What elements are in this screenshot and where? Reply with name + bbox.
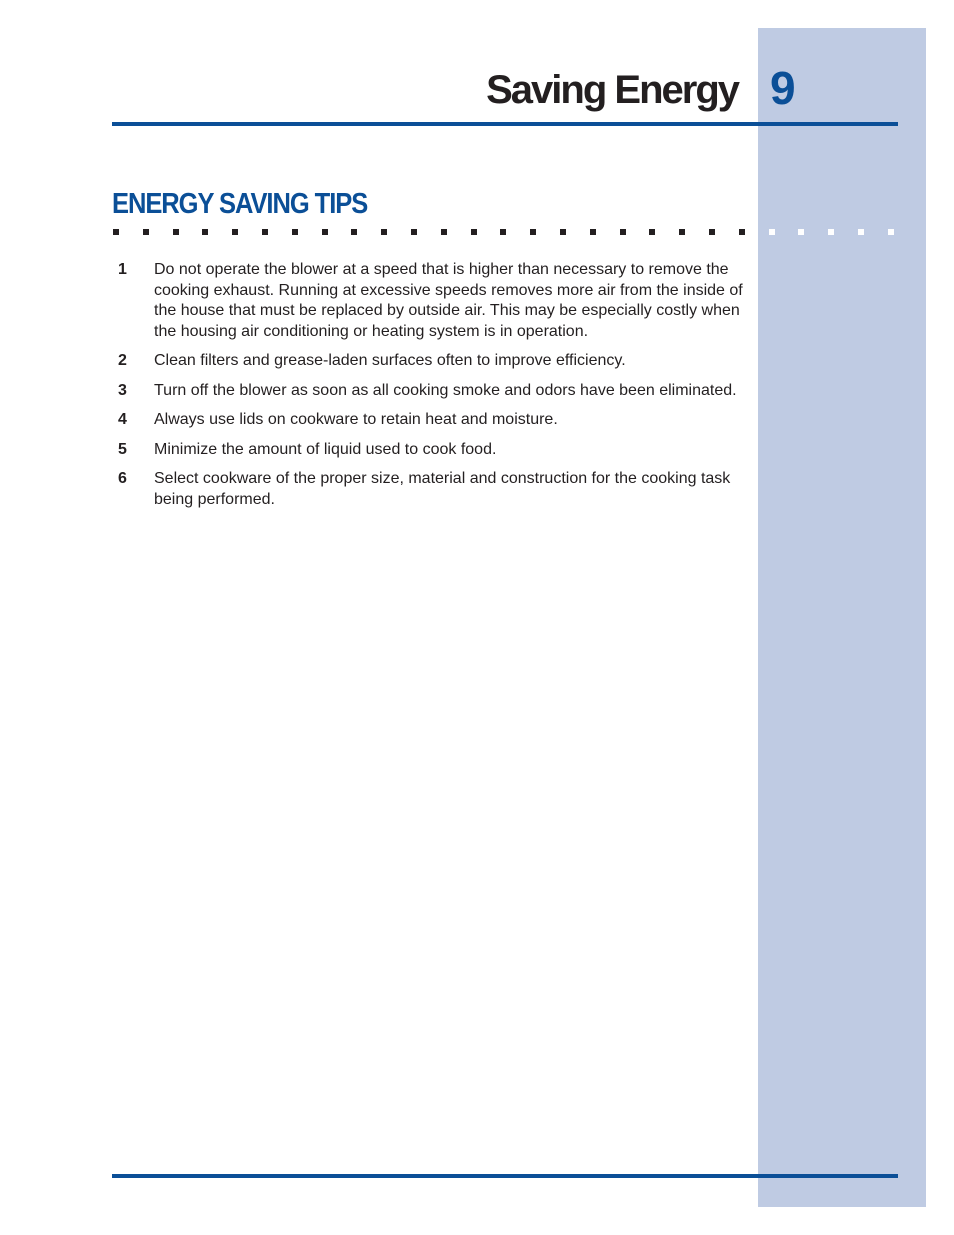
list-item <box>118 351 748 372</box>
list-item <box>118 381 748 402</box>
tip-text: Turn off the blower as soon as all cooking smoke and odors have been eliminated. <box>154 381 737 399</box>
divider-dot <box>351 229 357 235</box>
divider-dot <box>620 229 626 235</box>
side-tab-panel <box>758 28 926 1207</box>
header-rule <box>112 122 898 126</box>
tip-text: Always use lids on cookware to retain heat and moisture. <box>154 411 558 428</box>
divider-dot <box>560 229 566 235</box>
divider-dot <box>202 229 208 235</box>
divider-dot <box>739 229 745 235</box>
divider-dot <box>828 229 834 235</box>
divider-dot <box>411 229 417 235</box>
tip-number: 2 <box>118 352 127 369</box>
footer-rule <box>112 1174 898 1178</box>
tip-number: 3 <box>118 381 127 399</box>
divider-dot <box>530 229 536 235</box>
divider-dot <box>590 229 596 235</box>
divider-dot <box>322 229 328 235</box>
tip-text: Clean filters and grease-laden surfaces often to improve efficiency. <box>154 352 626 369</box>
divider-dot <box>471 229 477 235</box>
divider-dot <box>500 229 506 235</box>
section-heading: ENERGY SAVING TIPS <box>112 188 368 220</box>
tips-list <box>118 260 748 519</box>
divider-dot <box>649 229 655 235</box>
tip-number: 1 <box>118 261 127 278</box>
page-title: Saving Energy <box>486 68 738 112</box>
divider-dot <box>769 229 775 235</box>
list-item <box>118 410 748 431</box>
tip-text: Minimize the amount of liquid used to cook food. <box>154 440 497 458</box>
divider-dot <box>113 229 119 235</box>
divider-dot <box>679 229 685 235</box>
tip-number: 6 <box>118 470 127 487</box>
tip-number: 4 <box>118 411 127 428</box>
divider-dot <box>262 229 268 235</box>
divider-dot <box>232 229 238 235</box>
divider-dot <box>888 229 894 235</box>
divider-dot <box>292 229 298 235</box>
tip-text: Do not operate the blower at a speed that is higher than necessary to remove the cooking exhaust. Running at excessive speeds removes more air from the inside of the house that must be replaced by outside air. This may be especially costly when the housing air conditioning or heating system is in operation. <box>154 261 743 340</box>
dotted-divider <box>112 229 902 236</box>
divider-dot <box>709 229 715 235</box>
chapter-number: 9 <box>770 62 796 114</box>
tip-text: Select cookware of the proper size, material and construction for the cooking task being performed. <box>154 470 731 508</box>
list-item <box>118 469 748 510</box>
divider-dot <box>858 229 864 235</box>
divider-dot <box>798 229 804 235</box>
list-item <box>118 260 748 342</box>
tip-number: 5 <box>118 440 127 458</box>
divider-dot <box>173 229 179 235</box>
divider-dot <box>441 229 447 235</box>
divider-dot <box>143 229 149 235</box>
list-item <box>118 440 748 461</box>
divider-dot <box>381 229 387 235</box>
